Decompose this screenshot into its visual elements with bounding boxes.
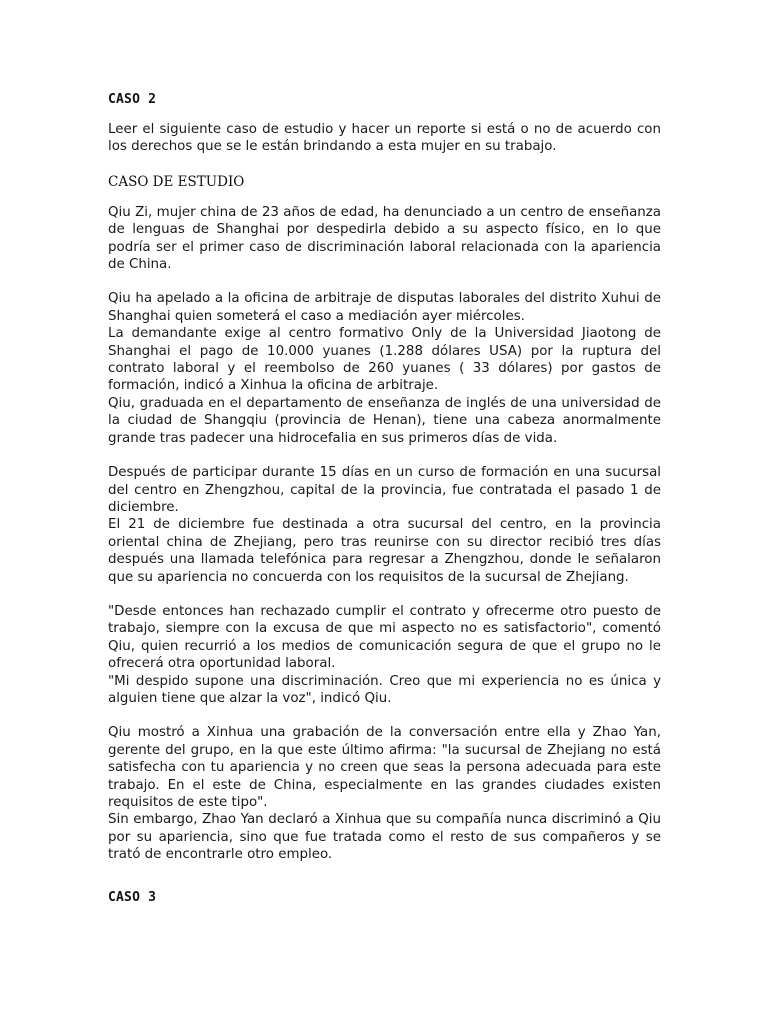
case-3-heading: CASO 3: [108, 889, 157, 905]
study-paragraph-10: Sin embargo, Zhao Yan declaró a Xinhua que su compañía nunca discriminó a Qiu por su apariencia, sino que fue tratada como el resto de sus compañeros y se trató de encontrarle otro empleo.: [108, 812, 661, 863]
case-2-instructions: Leer el siguiente caso de estudio y hacer un reporte si está o no de acuerdo con los derechos que se le están brindando a esta mujer en su trabajo.: [108, 122, 661, 155]
study-paragraph-1: Qiu Zi, mujer china de 23 años de edad, ha denunciado a un centro de enseñanza de lenguas de Shanghai por despedirla debido a su aspecto físico, en lo que podría ser el primer caso de discriminación laboral relacionada con la apariencia de China.: [108, 204, 661, 273]
study-paragraph-3: La demandante exige al centro formativo Only de la Universidad Jiaotong de Shanghai el pago de 10.000 yuanes (1.288 dólares USA) por la ruptura del contrato laboral y el reembolso de 260 yuanes ( 33 dólares) por gastos de formación, indicó a Xinhua la oficina de arbitraje.: [108, 326, 661, 394]
study-paragraph-8: "Mi despido supone una discriminación. Creo que mi experiencia no es única y alguien tiene que alzar la voz", indicó Qiu.: [108, 673, 661, 706]
document-page: [108, 92, 661, 905]
study-paragraph-5: Después de participar durante 15 días en un curso de formación en una sucursal del centro en Zhengzhou, capital de la provincia, fue contratada el pasado 1 de diciembre.: [108, 465, 661, 515]
study-paragraph-2: Qiu ha apelado a la oficina de arbitraje de disputas laborales del distrito Xuhui de Shanghai quien someterá el caso a mediación ayer miércoles.: [108, 291, 661, 324]
study-paragraph-6: El 21 de diciembre fue destinada a otra sucursal del centro, en la provincia oriental china de Zhejiang, pero tras reunirse con su director recibió tres días después una llamada telefónica para regresar a Zhengzhou, donde le señalaron que su apariencia no concuerda con los requisitos de la sucursal de Zhejiang.: [108, 517, 661, 585]
case-study-heading: CASO DE ESTUDIO: [108, 173, 245, 190]
study-paragraph-9: Qiu mostró a Xinhua una grabación de la conversación entre ella y Zhao Yan, gerente del grupo, en la que este último afirma: "la sucursal de Zhejiang no está satisfecha con tu apariencia y no creen que seas la persona adecuada para este trabajo. En el este de China, especialmente en las grandes ciudades existen requisitos de este tipo".: [108, 725, 661, 810]
study-paragraph-7: "Desde entonces han rechazado cumplir el contrato y ofrecerme otro puesto de trabajo, siempre con la excusa de que mi aspecto no es satisfactorio", comentó Qiu, quien recurrió a los medios de comunicación segura de que el grupo no le ofrecerá otra oportunidad laboral.: [108, 603, 661, 672]
study-paragraph-4: Qiu, graduada en el departamento de enseñanza de inglés de una universidad de la ciudad de Shangqiu (provincia de Henan), tiene una cabeza anormalmente grande tras padecer una hidrocefalia en sus primeros días de vida.: [108, 395, 661, 446]
case-2-heading: CASO 2: [108, 92, 157, 107]
